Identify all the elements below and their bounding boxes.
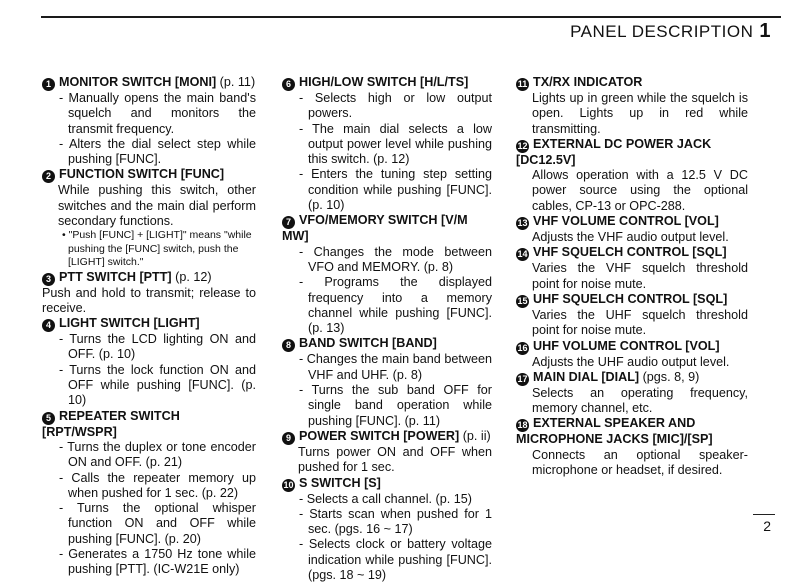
item-title — [516, 339, 748, 355]
panel-item — [42, 167, 256, 269]
item-bullet: - Calls the repeater memory up when pushed for 1 sec. (p. 22) — [59, 470, 256, 500]
item-bullet: - Enters the tuning step setting condition while pushing [FUNC]. (p. 10) — [299, 167, 492, 213]
panel-item — [42, 409, 256, 578]
item-bullet: - The main dial selects a low output power level while pushing this switch. (p. 12) — [299, 121, 492, 167]
panel-item — [516, 370, 748, 417]
item-title — [282, 336, 492, 352]
item-number-badge: 1 — [42, 78, 55, 91]
item-title — [42, 167, 256, 183]
item-number-badge: 16 — [517, 342, 528, 353]
item-bullet: - Selects a call channel. (p. 15) — [299, 491, 472, 506]
panel-item — [516, 292, 748, 339]
item-number-badge: 2 — [42, 170, 55, 183]
item-title-text: MAIN DIAL [DIAL] — [533, 369, 640, 384]
item-title — [282, 213, 492, 244]
item-title-text: UHF SQUELCH CONTROL [SQL] — [533, 291, 728, 306]
item-title — [516, 137, 748, 168]
panel-item — [42, 316, 256, 408]
item-title — [42, 316, 256, 332]
item-number-badge: 18 — [517, 420, 528, 431]
column-1 — [42, 75, 256, 578]
item-bullet: - Alters the dial select step while pushing [FUNC]. — [59, 136, 256, 167]
item-number-badge: 15 — [517, 295, 528, 306]
item-title — [282, 476, 492, 492]
page-header — [570, 20, 771, 43]
item-number-badge: 4 — [42, 319, 55, 332]
item-number-badge: 13 — [517, 218, 528, 229]
item-number-badge: 11 — [517, 79, 528, 89]
item-bullet: - Generates a 1750 Hz tone while pushing [PTT]. (IC-W21E only) — [59, 547, 256, 577]
item-number-badge: 14 — [517, 249, 528, 260]
column-3 — [516, 75, 748, 478]
item-number-badge: 10 — [283, 479, 294, 490]
item-description: Adjusts the UHF audio output level. — [532, 354, 730, 369]
item-title — [516, 245, 748, 261]
item-title-text: PTT SWITCH [PTT] — [59, 269, 172, 284]
top-rule — [41, 16, 781, 18]
item-title-text: BAND SWITCH [BAND] — [299, 336, 437, 351]
item-number-badge: 3 — [42, 273, 55, 286]
item-note: • "Push [FUNC] + [LIGHT]" means "while pushing the [FUNC] switch, push the [LIGHT] switch." — [62, 229, 252, 269]
item-description: Varies the VHF squelch threshold point for noise mute. — [532, 261, 748, 291]
item-title — [516, 370, 748, 386]
item-bullet: - Turns the lock function ON and OFF while pushing [FUNC]. (p. 10) — [59, 362, 256, 408]
item-bullet: - Selects clock or battery voltage indication while pushing [FUNC]. (pgs. 18 ~ 19) — [299, 537, 492, 583]
item-description: Connects an optional speaker-microphone or headset, if desired. — [532, 447, 748, 478]
item-bullet: - Manually opens the main band's squelch and monitors the transmit frequency. — [59, 91, 256, 136]
item-bullet: - Turns the duplex or tone encoder ON and OFF. (p. 21) — [59, 439, 256, 470]
panel-item — [516, 245, 748, 292]
item-title-text: S SWITCH [S] — [299, 475, 381, 490]
item-title-text: MONITOR SWITCH [MONI] — [59, 75, 217, 89]
item-bullet: - Changes the mode between VFO and MEMORY. (p. 8) — [299, 244, 492, 274]
item-bullet: - Selects high or low output powers. — [299, 91, 492, 121]
item-number-badge: 5 — [42, 412, 55, 425]
item-bullet: - Turns the LCD lighting ON and OFF. (p. 10) — [59, 332, 256, 362]
section-title: PANEL DESCRIPTION — [570, 22, 754, 41]
item-title — [282, 75, 492, 91]
item-description: Allows operation with a 12.5 V DC power source using the optional cables, CP-13 or OPC-288. — [532, 168, 748, 213]
panel-item — [282, 429, 492, 476]
page-reference: (p. 11) — [219, 75, 256, 89]
item-description: Adjusts the VHF audio output level. — [532, 230, 729, 245]
item-number-badge: 9 — [282, 432, 295, 445]
item-title-text: HIGH/LOW SWITCH [H/L/TS] — [299, 75, 469, 89]
panel-item — [282, 476, 492, 583]
panel-item — [282, 75, 492, 213]
item-number-badge: 6 — [282, 78, 295, 91]
item-title-text: TX/RX INDICATOR — [533, 75, 643, 89]
panel-item — [282, 213, 492, 336]
page-number-rule — [753, 514, 775, 515]
item-title — [516, 214, 748, 230]
panel-item — [516, 75, 748, 137]
item-title — [42, 409, 256, 440]
item-number-badge: 12 — [517, 140, 528, 151]
panel-item — [516, 214, 748, 245]
page-reference: (p. 12) — [175, 269, 212, 284]
panel-item — [516, 137, 748, 214]
item-number-badge: 7 — [282, 216, 295, 229]
item-number-badge: 17 — [517, 373, 528, 384]
item-title-text: FUNCTION SWITCH [FUNC] — [59, 167, 225, 182]
item-bullet: - Starts scan when pushed for 1 sec. (pgs. 16 ~ 17) — [299, 506, 492, 537]
item-title-text: EXTERNAL SPEAKER AND MICROPHONE JACKS [MIC]/[SP] — [516, 416, 713, 447]
item-title — [42, 270, 256, 286]
page-reference: (p. ii) — [462, 428, 491, 443]
page-reference: (pgs. 8, 9) — [642, 369, 700, 384]
item-title-text: POWER SWITCH [POWER] — [299, 428, 460, 443]
panel-item — [42, 75, 256, 167]
item-title — [516, 416, 748, 447]
item-number-badge: 8 — [282, 339, 295, 352]
item-title — [516, 292, 748, 308]
item-title-text: EXTERNAL DC POWER JACK [DC12.5V] — [516, 136, 712, 167]
item-title — [282, 429, 492, 445]
item-description: Turns power ON and OFF when pushed for 1 sec. — [298, 444, 492, 475]
item-description: Selects an operating frequency, memory channel, etc. — [532, 385, 748, 416]
page-number: 2 — [763, 518, 771, 534]
item-bullet: - Programs the displayed frequency into a memory channel while pushing [FUNC]. (p. 13) — [299, 275, 492, 336]
item-bullet: - Turns the optional whisper function ON and OFF while pushing [FUNC]. (p. 20) — [59, 501, 256, 546]
panel-item — [282, 336, 492, 428]
item-bullet: - Turns the sub band OFF for single band operation while pushing [FUNC]. (p. 11) — [299, 383, 492, 428]
item-title-text: REPEATER SWITCH [RPT/WSPR] — [42, 408, 180, 439]
item-description: Varies the UHF squelch threshold point for noise mute. — [532, 307, 748, 338]
item-description: Push and hold to transmit; release to receive. — [42, 285, 256, 315]
item-title — [516, 75, 748, 91]
item-title-text: LIGHT SWITCH [LIGHT] — [59, 316, 200, 331]
panel-item — [516, 339, 748, 370]
item-description: While pushing this switch, other switches and the main dial perform secondary functions. — [58, 183, 256, 229]
panel-item — [42, 270, 256, 317]
column-2 — [282, 75, 492, 583]
item-title-text: UHF VOLUME CONTROL [VOL] — [533, 338, 720, 353]
item-description: Lights up in green while the squelch is open. Lights up in red while transmitting. — [532, 91, 748, 136]
panel-item — [516, 416, 748, 478]
item-title-text: VHF SQUELCH CONTROL [SQL] — [533, 245, 727, 260]
item-title — [42, 75, 256, 91]
chapter-number: 1 — [759, 20, 771, 42]
item-title-text: VFO/MEMORY SWITCH [V/M MW] — [282, 213, 468, 244]
item-bullet: - Changes the main band between VHF and UHF. (p. 8) — [299, 352, 492, 382]
item-title-text: VHF VOLUME CONTROL [VOL] — [533, 214, 719, 229]
